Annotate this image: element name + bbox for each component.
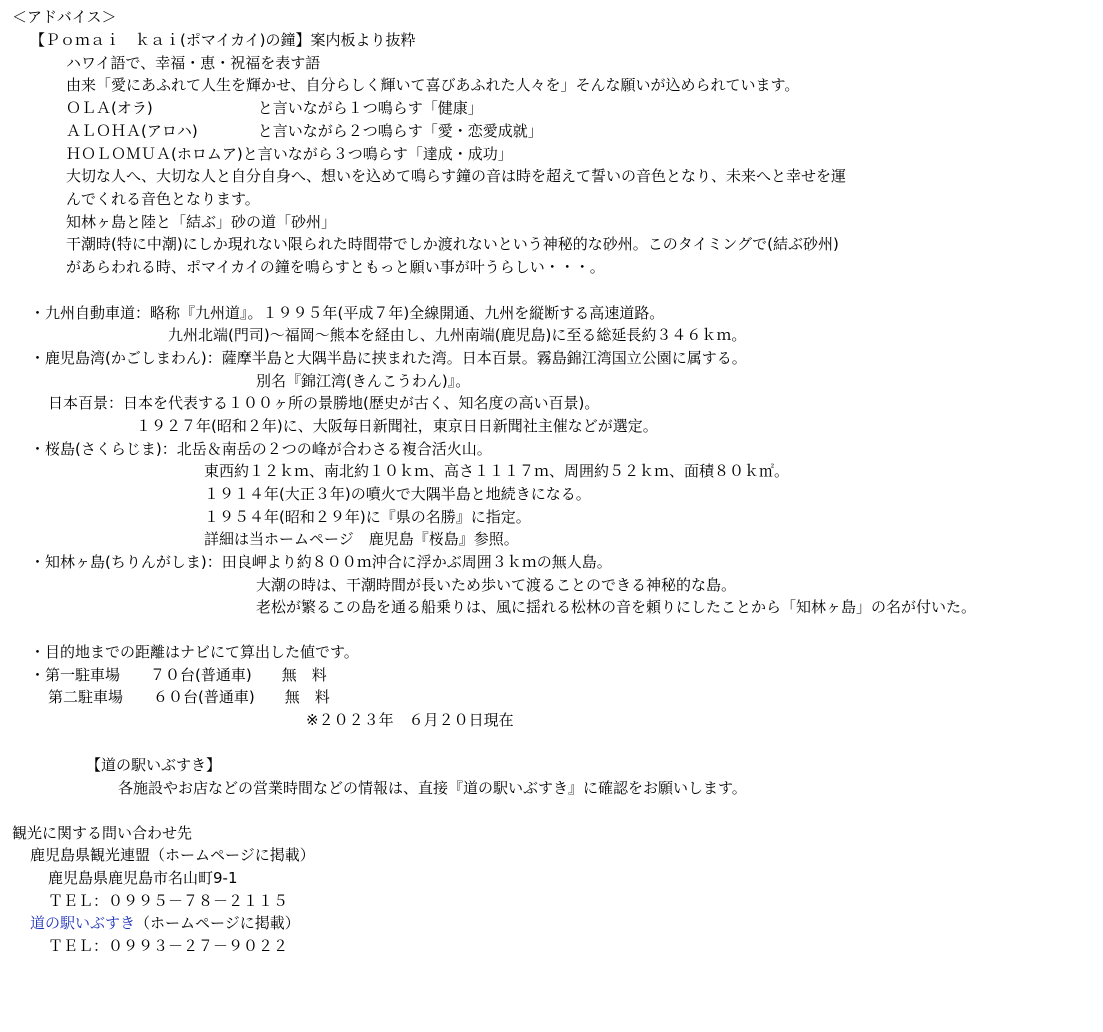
pomai-title: 【Ｐｏｍａｉ ｋａｉ(ポマイカイ)の鐘】案内板より抜粋: [30, 31, 416, 49]
pomai-line: ＨＯＬＯＭＵＡ(ホロムア)と言いながら３つ鳴らす「達成・成功」: [66, 145, 513, 163]
pomai-line: ＯＬＡ(オラ) と言いながら１つ鳴らす「健康」: [66, 99, 483, 117]
glossary-chiringashima-detail: 大潮の時は、干潮時間が長いため歩いて渡ることのできる神秘的な島。: [256, 576, 737, 594]
glossary-nihon-hyakkei: 日本百景：日本を代表する１００ヶ所の景勝地(歴史が古く、知名度の高い百景)。: [48, 394, 600, 412]
glossary-sakurajima-detail: 東西約１２ｋｍ、南北約１０ｋｍ、高さ１１１７ｍ、周囲約５２ｋｍ、面積８０ｋ㎡。: [204, 462, 790, 480]
contact-org2-tel: ＴＥＬ：０９９３－２７－９０２２: [48, 937, 289, 955]
glossary-sakurajima-detail: 詳細は当ホームページ 鹿児島『桜島』参照。: [204, 530, 519, 548]
contact-heading: 観光に関する問い合わせ先: [12, 824, 193, 842]
glossary-chiringashima-detail: 老松が繁るこの島を通る船乗りは、風に揺れる松林の音を頼りにしたことから「知林ヶ島」の名が付いた。: [256, 598, 977, 616]
michinoeki-title: 【道の駅いぶすき】: [86, 756, 222, 774]
michinoeki-link[interactable]: 道の駅いぶすき: [30, 914, 136, 932]
contact-org1-name: 鹿児島県観光連盟（ホームページに掲載）: [30, 846, 315, 864]
contact-org2-suffix: （ホームページに掲載）: [135, 914, 300, 932]
glossary-kyushu-expressway: ・九州自動車道：略称『九州道』。１９９５年(平成７年)全線開通、九州を縦断する高速道路。: [30, 304, 665, 322]
pomai-line: ＡＬＯＨＡ(アロハ) と言いながら２つ鳴らす「愛・恋愛成就」: [66, 122, 543, 140]
pomai-line: ハワイ語で、幸福・恵・祝福を表す語: [66, 54, 321, 72]
pomai-line: 干潮時(特に中潮)にしか現れない限られた時間帯でしか渡れないという神秘的な砂州。このタイミングで(結ぶ砂州): [66, 235, 839, 253]
glossary-kyushu-expressway-detail: 九州北端(門司)～福岡～熊本を経由し、九州南端(鹿児島)に至る総延長約３４６ｋｍ。: [168, 326, 747, 344]
contact-org1-tel: ＴＥＬ：０９９５－７８－２１１５: [48, 892, 289, 910]
advice-heading: ＜アドバイス＞: [12, 8, 117, 26]
glossary-nihon-hyakkei-detail: １９２７年(昭和２年)に、大阪毎日新聞社，東京日日新聞社主催などが選定。: [136, 417, 658, 435]
glossary-sakurajima-detail: １９１４年(大正３年)の噴火で大隅半島と地続きになる。: [204, 485, 591, 503]
pomai-line: 知林ヶ島と陸と「結ぶ」砂の道「砂州」: [66, 213, 337, 231]
pomai-line: 由来「愛にあふれて人生を輝かせ、自分らしく輝いて喜びあふれた人々を」そんな願いが込められています。: [66, 76, 800, 94]
pomai-line: 大切な人へ、大切な人と自分自身へ、想いを込めて鳴らす鐘の音は時を超えて誓いの音色となり、未来へと幸せを運: [66, 167, 847, 185]
pomai-line: があらわれる時、ポマイカイの鐘を鳴らすともっと願い事が叶うらしい・・・。: [66, 258, 605, 276]
parking-as-of-date: ※２０２３年 ６月２０日現在: [306, 711, 514, 729]
glossary-kagoshima-bay-detail: 別名『錦江湾(きんこうわん)』。: [256, 372, 471, 390]
parking-lot-1: ・第一駐車場 ７０台(普通車) 無 料: [30, 666, 327, 684]
contact-org1-address: 鹿児島県鹿児島市名山町9-1: [48, 869, 238, 887]
contact-org2: [30, 912, 300, 934]
glossary-kagoshima-bay: ・鹿児島湾(かごしまわん)：薩摩半島と大隅半島に挟まれた湾。日本百景。霧島錦江湾国立公園に属する。: [30, 349, 747, 367]
glossary-chiringashima: ・知林ヶ島(ちりんがしま)：田良岬より約８００ｍ沖合に浮かぶ周囲３ｋｍの無人島。: [30, 553, 612, 571]
glossary-sakurajima-detail: １９５４年(昭和２９年)に『県の名勝』に指定。: [204, 508, 531, 526]
parking-lot-2: 第二駐車場 ６０台(普通車) 無 料: [48, 688, 330, 706]
pomai-line: んでくれる音色となります。: [66, 190, 260, 208]
glossary-sakurajima: ・桜島(さくらじま)：北岳＆南岳の２つの峰が合わさる複合活火山。: [30, 440, 492, 458]
michinoeki-note: 各施設やお店などの営業時間などの情報は、直接『道の駅いぶすき』に確認をお願いします。: [118, 779, 747, 797]
distance-note: ・目的地までの距離はナビにて算出した値です。: [30, 643, 359, 661]
